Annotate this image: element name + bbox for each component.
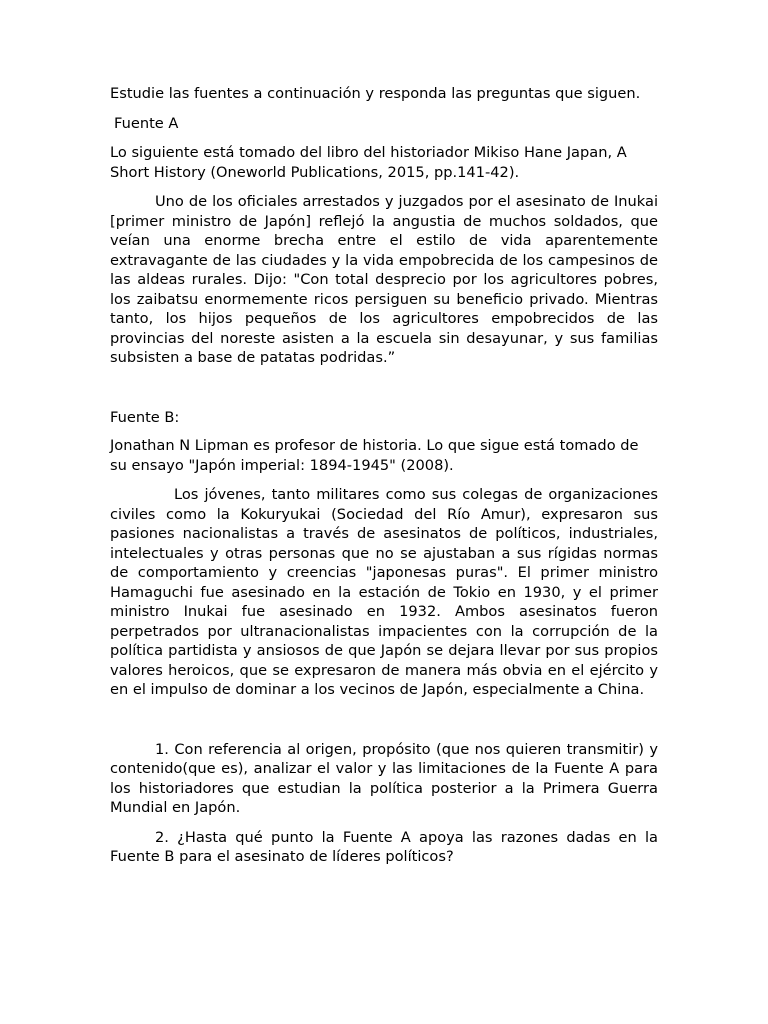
- source-b-label: Fuente B:: [110, 408, 180, 426]
- question-2: 2. ¿Hasta qué punto la Fuente A apoya las razones dadas en la Fuente B para el asesinato de líderes políticos?: [110, 828, 658, 865]
- source-a-quote: Uno de los oficiales arrestados y juzgados por el asesinato de Inukai [primer ministro de Japón] reflejó la angustia de muchos soldados, que veían una enorme brecha entre el estilo de vida aparentemente extravagante de las ciudades y la vida empobrecida de los campesinos de las aldeas rurales. Dijo: "Con total desprecio por los agricultores pobres, los zaibatsu enormemente ricos persiguen su beneficio privado. Mientras tanto, los hijos pequeños de los agricultores empobrecidos de las provincias del noreste asisten a la escuela sin desayunar, y sus familias subsisten a base de patatas podridas.”: [110, 193, 658, 366]
- question-1: 1. Con referencia al origen, propósito (que nos quieren transmitir) y contenido(que es), analizar el valor y las limitaciones de la Fuente A para los historiadores que estudian la política posterior a la Primera Guerra Mundial en Japón.: [110, 740, 658, 816]
- intro-text: Estudie las fuentes a continuación y responda las preguntas que siguen.: [110, 85, 641, 102]
- source-a-reference: Lo siguiente está tomado del libro del historiador Mikiso Hane Japan, A Short History (Oneworld Publications, 2015, pp.141-42).: [110, 144, 627, 181]
- document-page: [110, 84, 658, 867]
- source-b-quote: Los jóvenes, tanto militares como sus colegas de organizaciones civiles como la Kokuryukai (Sociedad del Río Amur), expresaron sus pasiones nacionalistas a través de asesinatos de políticos, industriales, intelectuales y otras personas que no se ajustaban a sus rígidas normas de comportamiento y creencias "japonesas puras". El primer ministro Hamaguchi fue asesinado en la estación de Tokio en 1930, y el primer ministro Inukai fue asesinado en 1932. Ambos asesinatos fueron perpetrados por ultranacionalistas impacientes con la corrupción de la política partidista y ansiosos de que Japón se dejara llevar por sus propios valores heroicos, que se expresaron de manera más obvia en el ejército y en el impulso de dominar a los vecinos de Japón, especialmente a China.: [110, 486, 658, 698]
- source-b-reference: Jonathan N Lipman es profesor de historia. Lo que sigue está tomado de su ensayo "Japón imperial: 1894-1945" (2008).: [110, 437, 639, 474]
- source-a-label: Fuente A: [114, 114, 179, 132]
